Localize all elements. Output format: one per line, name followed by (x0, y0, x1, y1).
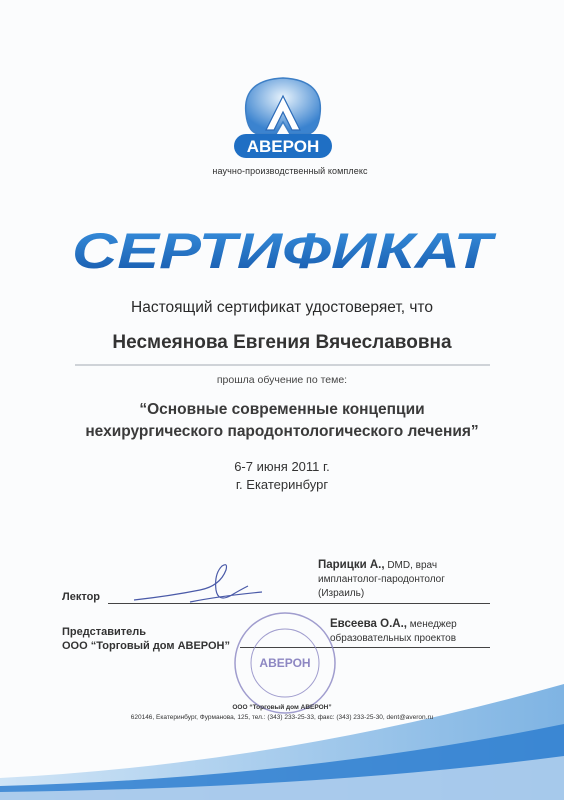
lecturer-name: Парицки А., (318, 559, 385, 571)
name-underline (75, 364, 490, 366)
lecturer-role: имплантолог-пародонтолог (318, 574, 445, 585)
recipient-name: Несмеянова Евгения Вячеславовна (112, 332, 452, 353)
representative-role-2: образовательных проектов (330, 633, 457, 644)
footer-company: ООО “Торговый дом АВЕРОН” (232, 704, 332, 711)
certificate-title (60, 218, 504, 280)
lecturer-label: Лектор (62, 591, 101, 603)
footer-address: 620146, Екатеринбург, Фурманова, 125, тел.: (343) 233-25-33, факс: (343) 233-25-30, dent@averon.ru (130, 714, 434, 721)
representative-name: Евсеева О.А., (330, 618, 407, 630)
representative-label-line2: ООО “Торговый дом АВЕРОН” (62, 640, 230, 652)
intro-text: Настоящий сертификат удостоверяет, что (131, 299, 433, 316)
company-subtitle: научно-производственный комплекс (212, 166, 368, 176)
averon-logo (228, 74, 338, 164)
representative-role-1: менеджер (407, 619, 457, 630)
stamp-center-text: АВЕРОН (259, 656, 311, 670)
lecturer-signature (130, 556, 270, 608)
company-stamp (230, 608, 340, 718)
representative-info (330, 617, 457, 646)
lecturer-info (318, 558, 445, 601)
certificate-title-text: СЕРТИФИКАТ (72, 223, 498, 279)
course-title-line1: “Основные современные концепции (139, 401, 425, 418)
logo-brand-text: АВЕРОН (246, 137, 320, 156)
lecturer-country: (Израиль) (318, 588, 365, 599)
course-city: г. Екатеринбург (235, 477, 329, 492)
representative-label (62, 625, 230, 653)
course-dates: 6-7 июня 2011 г. (234, 459, 330, 474)
studied-label: прошла обучение по теме: (216, 374, 348, 386)
lecturer-degree: DMD, врач (384, 560, 438, 571)
representative-label-line1: Представитель (62, 626, 146, 638)
course-title-line2: нехирургического пародонтологического лечения” (85, 423, 479, 440)
